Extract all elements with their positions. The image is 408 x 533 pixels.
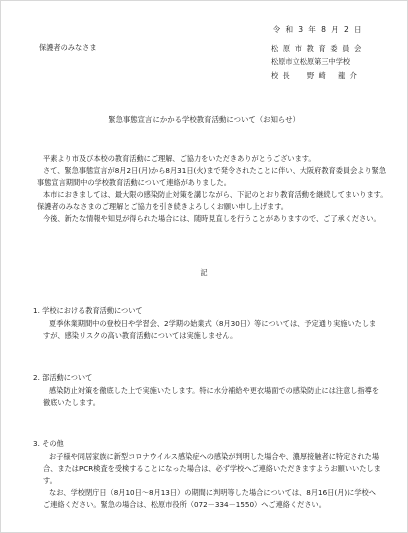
sender-organization: 松 原 市 教 育 委 員 会 xyxy=(271,44,363,53)
recipient-line: 保護者のみなさま xyxy=(39,43,97,52)
sender-principal: 校 長 野 崎 龍 介 xyxy=(271,71,358,80)
policy-paragraph: 本市におきましては、最大限の感染防止対策を講じながら、下記のとおり教育活動を継続してまいります。保護者のみなさまのご理解とご協力を引き続きよろしくお願い申し上げます。 xyxy=(37,190,388,211)
section-heading-school-activities: 1. 学校における教育活動について xyxy=(33,306,143,315)
sender-school: 松原市立松原第三中学校 xyxy=(271,57,351,66)
section-body-club-activities: 感染防止対策を徹底した上で実施いたします。特に水分補給や更衣場面での感染防止には注意し指導を徹底いたします。 xyxy=(43,386,380,407)
section-body-school-activities: 夏季休業期間中の登校日や学習会、2学期の始業式（8月30日）等については、予定通り実施いたしますが、感染リスクの高い教育活動については実施しません。 xyxy=(43,319,377,340)
ki-marker: 記 xyxy=(200,268,208,277)
section-body-other-closure: なお、学校閉庁日（8月10日～8月13日）の期間に判明等した場合については、8月16日(月)に学校へご連絡ください。緊急の場合は、松原市役所（072－334－1550）へご連絡ください。 xyxy=(43,488,376,509)
section-heading-other: 3. その他 xyxy=(33,439,64,448)
review-paragraph: 今後、新たな情報や知見が得られた場合には、随時見直しを行うことがありますので、ご了承ください。 xyxy=(43,214,381,223)
section-body-other-contact: お子様や同居家族に新型コロナウイルス感染症への感染が判明した場合や、濃厚接触者に特定された場合、またはPCR検査を受検することになった場合は、必ず学校へご連絡いただきますようお願いいたします。 xyxy=(43,452,381,485)
announcement-paragraph: さて、緊急事態宣言が8月2日(月)から8月31日(火)まで発令されたことに伴い、大阪府教育委員会より緊急事態宣言期間中の学校教育活動について連絡がありました。 xyxy=(37,166,387,187)
document-title: 緊急事態宣言にかかる学校教育活動について（お知らせ） xyxy=(108,115,300,124)
document-date: 令 和 3 年 8 月 2 日 xyxy=(272,25,363,34)
section-heading-club-activities: 2. 部活動について xyxy=(33,373,93,382)
intro-paragraph: 平素より市及び本校の教育活動にご理解、ご協力をいただきありがとうございます。 xyxy=(43,154,316,163)
